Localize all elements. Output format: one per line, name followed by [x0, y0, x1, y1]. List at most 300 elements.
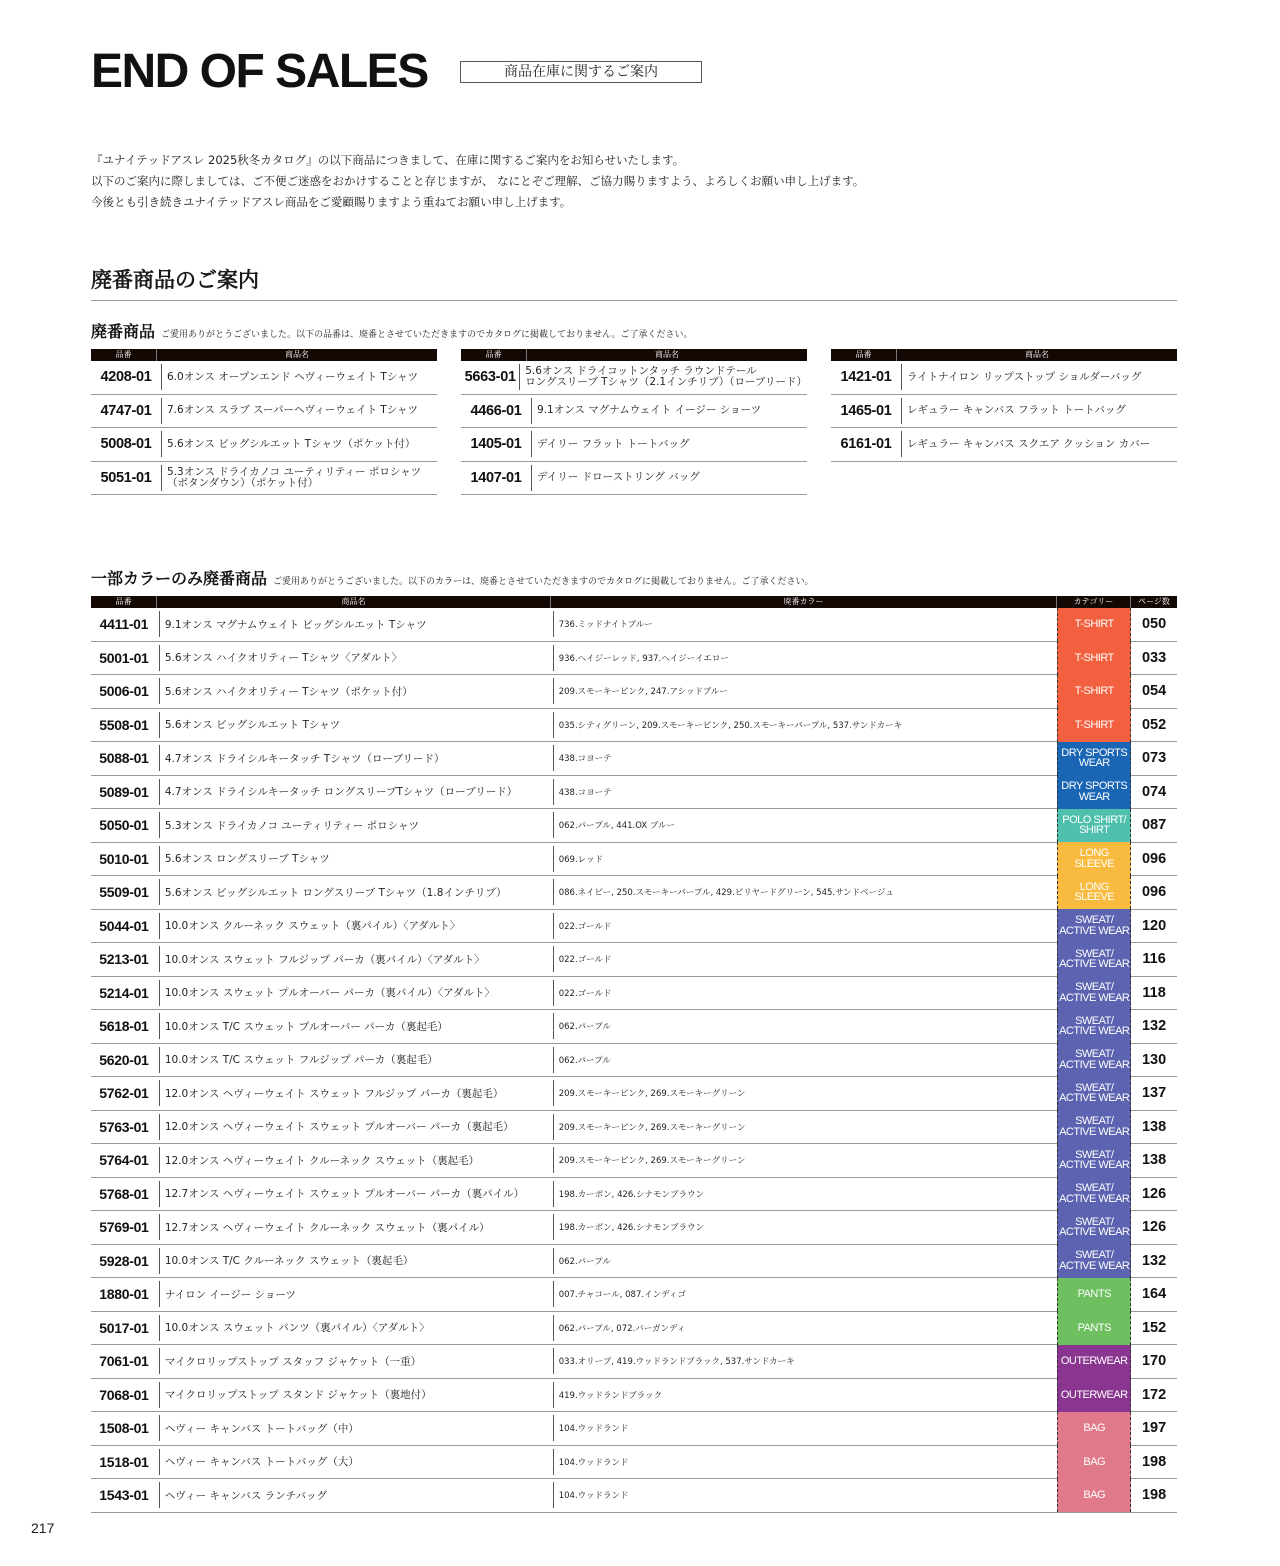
- table-row: [91, 1446, 1177, 1480]
- column-divider: [159, 846, 160, 872]
- product-name: [167, 467, 421, 489]
- product-name: 10.0オンス クルーネック スウェット（裏パイル）〈アダルト〉: [164, 920, 461, 933]
- table-row: [91, 709, 1177, 743]
- discontinued-colors: 209.スモーキーピンク, 269.スモーキーグリーン: [558, 1122, 746, 1133]
- column-divider: [553, 678, 554, 704]
- category-badge: [1057, 1043, 1131, 1077]
- product-name: 12.0オンス ヘヴィーウェイト スウェット フルジップ パーカ（裏起毛）: [164, 1087, 504, 1100]
- product-code: 5017-01: [99, 1319, 149, 1336]
- table-header: [91, 596, 1177, 608]
- category-badge: [1057, 809, 1131, 843]
- product-code: 1407-01: [470, 469, 522, 486]
- column-divider: [553, 645, 554, 671]
- category-badge: [1057, 742, 1131, 776]
- discontinued-colors: 736.ミッドナイトブルー: [558, 620, 653, 631]
- category-line: ACTIVE WEAR: [1059, 1159, 1130, 1172]
- category-badge: [1057, 1244, 1131, 1278]
- category-line: SWEAT/: [1075, 1148, 1114, 1161]
- category-badge: [1057, 1278, 1131, 1312]
- category-badge: [1057, 708, 1131, 742]
- table-row: [461, 462, 807, 496]
- discontinued-colors: 936.ヘイジーレッド, 937.ヘイジーイエロー: [558, 653, 729, 664]
- table-row: [91, 642, 1177, 676]
- product-name: 12.0オンス ヘヴィーウェイト スウェット プルオーバー パーカ（裏起毛）: [164, 1121, 514, 1134]
- page-ref: 033: [1141, 649, 1167, 666]
- page-title: END OF SALES: [91, 45, 428, 98]
- discontinued-colors: 198.カーボン, 426.シナモンブラウン: [558, 1223, 704, 1234]
- discontinued-colors: 035.シティグリーン, 209.スモーキーピンク, 250.スモーキーパープル, 537.サンドカーキ: [558, 720, 903, 731]
- discontinued-colors: 022.ゴールド: [558, 921, 612, 932]
- category-badge: [1057, 1077, 1131, 1111]
- table-row: [91, 1178, 1177, 1212]
- product-name: 9.1オンス マグナムウェイト ビッグシルエット Tシャツ: [164, 618, 427, 631]
- column-divider: [159, 1415, 160, 1441]
- product-code: 4747-01: [100, 402, 152, 419]
- table-row: [91, 1278, 1177, 1312]
- discontinued-colors: 022.ゴールド: [558, 955, 612, 966]
- product-name: [537, 405, 761, 416]
- product-code: 5001-01: [99, 649, 149, 666]
- product-code: 5006-01: [99, 683, 149, 700]
- category-line: ACTIVE WEAR: [1059, 1058, 1130, 1071]
- product-name: マイクロリップストップ スタンド ジャケット（裏地付）: [164, 1389, 432, 1402]
- product-name: 10.0オンス スウェット プルオーバー パーカ（裏パイル）〈アダルト〉: [164, 987, 495, 1000]
- partial-heading: [91, 566, 814, 589]
- page-number: 217: [31, 1520, 55, 1536]
- category-line: LONG: [1079, 847, 1109, 860]
- product-code: 5509-01: [99, 884, 149, 901]
- product-code: 5051-01: [100, 469, 152, 486]
- category-line: T-SHIRT: [1074, 718, 1114, 731]
- product-name: [537, 472, 700, 483]
- product-name: 5.3オンス ドライカノコ ユーティリティー ポロシャツ: [164, 819, 419, 832]
- product-name-line: 5.6オンス ドライコットンタッチ ラウンドテール: [525, 365, 757, 378]
- column-divider: [553, 1415, 554, 1441]
- product-code: 5050-01: [99, 817, 149, 834]
- category-line: ACTIVE WEAR: [1059, 958, 1130, 971]
- discontinued-colors: 069.レッド: [558, 854, 604, 865]
- category-line: SWEAT/: [1075, 914, 1114, 927]
- column-divider: [553, 1348, 554, 1374]
- column-divider: [159, 1181, 160, 1207]
- col-code-header: 品番: [91, 349, 157, 361]
- product-name: 12.0オンス ヘヴィーウェイト クルーネック スウェット（裏起毛）: [164, 1154, 480, 1167]
- column-divider: [553, 745, 554, 771]
- product-name-line: デイリー フラット トートバッグ: [537, 437, 690, 450]
- product-name-line: 5.3オンス ドライカノコ ユーティリティー ポロシャツ: [167, 465, 422, 478]
- category-line: SWEAT/: [1075, 1081, 1114, 1094]
- table-row: [91, 675, 1177, 709]
- product-name: ヘヴィー キャンバス トートバッグ（中）: [164, 1422, 359, 1435]
- column-divider: [553, 1114, 554, 1140]
- column-divider: [159, 1047, 160, 1073]
- category-line: DRY SPORTS: [1061, 780, 1128, 793]
- table-row: [91, 1412, 1177, 1446]
- page-ref: 198: [1141, 1453, 1167, 1470]
- column-divider: [519, 364, 520, 390]
- column-divider: [553, 980, 554, 1006]
- product-name: [537, 439, 690, 450]
- table-row: [91, 1245, 1177, 1279]
- product-name: マイクロリップストップ スタッフ ジャケット（一重）: [164, 1355, 422, 1368]
- category-line: ACTIVE WEAR: [1059, 1226, 1130, 1239]
- product-code: 4466-01: [470, 402, 522, 419]
- product-name: 12.7オンス ヘヴィーウェイト クルーネック スウェット（裏パイル）: [164, 1221, 490, 1234]
- col-name-header: 商品名: [1025, 350, 1049, 359]
- discontinued-table-2: [461, 349, 807, 495]
- partial-title: 一部カラーのみ廃番商品: [91, 569, 268, 588]
- category-line: OUTERWEAR: [1060, 1388, 1128, 1401]
- product-name: [167, 439, 415, 450]
- product-code: 5764-01: [99, 1152, 149, 1169]
- product-name: [525, 366, 807, 388]
- page-ref: 138: [1141, 1152, 1167, 1169]
- column-divider: [159, 980, 160, 1006]
- product-code: 5620-01: [99, 1051, 149, 1068]
- column-divider: [159, 1482, 160, 1508]
- page-ref: 138: [1141, 1118, 1167, 1135]
- column-divider: [159, 1281, 160, 1307]
- discontinued-colors: 062.パープル: [558, 1022, 611, 1033]
- page-ref: 137: [1141, 1085, 1167, 1102]
- product-name: [167, 405, 418, 416]
- table-row: [91, 428, 437, 462]
- column-divider: [553, 1315, 554, 1341]
- discontinued-colors: 007.チャコール, 087.インディゴ: [558, 1290, 686, 1301]
- table-row: [91, 876, 1177, 910]
- column-divider: [159, 1214, 160, 1240]
- product-name-line: デイリー ドローストリング バッグ: [537, 471, 700, 484]
- product-code: 5214-01: [99, 984, 149, 1001]
- column-divider: [553, 1214, 554, 1240]
- page-ref: 197: [1141, 1420, 1167, 1437]
- category-line: SWEAT/: [1075, 981, 1114, 994]
- category-badge: [1057, 1211, 1131, 1245]
- discontinued-colors: 438.コヨーテ: [558, 787, 612, 798]
- column-divider: [159, 1315, 160, 1341]
- table-body: [91, 608, 1177, 1513]
- column-divider: [901, 431, 902, 457]
- page-ref: 172: [1141, 1386, 1167, 1403]
- category-badge: [1057, 876, 1131, 910]
- product-code: 4411-01: [99, 616, 149, 633]
- category-line: ACTIVE WEAR: [1059, 991, 1130, 1004]
- table-row: [91, 1379, 1177, 1413]
- page-ref: 096: [1141, 850, 1167, 867]
- category-line: SWEAT/: [1075, 1048, 1114, 1061]
- product-code: 5928-01: [99, 1252, 149, 1269]
- page-ref: 130: [1141, 1051, 1167, 1068]
- column-divider: [553, 946, 554, 972]
- category-line: PANTS: [1077, 1288, 1111, 1300]
- category-badge: [1057, 775, 1131, 809]
- column-divider: [553, 1482, 554, 1508]
- column-divider: [159, 913, 160, 939]
- table-row: [91, 1010, 1177, 1044]
- product-code: 1421-01: [840, 369, 892, 386]
- category-badge: [1057, 909, 1131, 943]
- column-divider: [159, 1382, 160, 1408]
- product-code: 5663-01: [464, 369, 516, 386]
- col-name-header: 商品名: [157, 596, 551, 608]
- category-badge: [1057, 1445, 1131, 1479]
- product-name: 5.6オンス ビッグシルエット ロングスリーブ Tシャツ（1.8インチリブ）: [164, 886, 507, 899]
- column-divider: [553, 879, 554, 905]
- table-row: [91, 395, 437, 429]
- intro-text: [91, 150, 864, 213]
- column-divider: [159, 879, 160, 905]
- table-row: [91, 1345, 1177, 1379]
- table-row: [91, 910, 1177, 944]
- product-code: 5213-01: [99, 951, 149, 968]
- col-code-header: 品番: [91, 596, 157, 608]
- column-divider: [159, 1147, 160, 1173]
- category-line: POLO SHIRT/: [1062, 813, 1127, 826]
- column-divider: [159, 946, 160, 972]
- category-badge: [1057, 608, 1131, 642]
- table-header: [91, 349, 437, 361]
- page-ref: 050: [1141, 616, 1167, 633]
- discontinued-colors: 209.スモーキーピンク, 269.スモーキーグリーン: [558, 1089, 746, 1100]
- product-name: 5.6オンス ハイクオリティー Tシャツ〈アダルト〉: [164, 652, 403, 665]
- column-divider: [553, 1382, 554, 1408]
- category-line: ACTIVE WEAR: [1059, 1125, 1130, 1138]
- category-line: T-SHIRT: [1074, 651, 1114, 664]
- column-divider: [159, 712, 160, 738]
- col-category-header: カテゴリー: [1057, 596, 1131, 608]
- column-divider: [159, 678, 160, 704]
- page-ref: 074: [1141, 783, 1167, 800]
- col-code-header: 品番: [831, 349, 897, 361]
- product-name: 10.0オンス スウェット フルジップ パーカ（裏パイル）〈アダルト〉: [164, 953, 485, 966]
- partial-discontinued-table: [91, 596, 1177, 1513]
- page-ref: 054: [1141, 683, 1167, 700]
- product-name: ヘヴィー キャンバス ランチバッグ: [164, 1489, 327, 1502]
- discontinued-colors: 062.パープル: [558, 1256, 611, 1267]
- discontinued-heading: [91, 319, 693, 342]
- table-row: [91, 809, 1177, 843]
- column-divider: [553, 1248, 554, 1274]
- category-badge: [1057, 1311, 1131, 1345]
- table-row: [91, 776, 1177, 810]
- page-ref: 164: [1141, 1286, 1167, 1303]
- product-code: 4208-01: [100, 369, 152, 386]
- intro-line: 『ユナイテッドアスレ 2025秋冬カタログ』の以下商品につきまして、在庫に関するご案内をお知らせいたします。: [91, 153, 685, 167]
- discontinued-colors: 062.パープル, 441.OX ブルー: [558, 821, 676, 832]
- table-header: [831, 349, 1177, 361]
- table-row: [461, 395, 807, 429]
- table-row: [91, 608, 1177, 642]
- discontinued-colors: 022.ゴールド: [558, 988, 612, 999]
- product-name: 5.6オンス ロングスリーブ Tシャツ: [164, 853, 330, 866]
- column-divider: [531, 431, 532, 457]
- product-code: 5044-01: [99, 917, 149, 934]
- product-code: 7068-01: [99, 1386, 149, 1403]
- product-code: 7061-01: [99, 1353, 149, 1370]
- product-name: 10.0オンス T/C クルーネック スウェット（裏起毛）: [164, 1255, 414, 1268]
- category-line: BAG: [1083, 1455, 1106, 1468]
- table-row: [831, 395, 1177, 429]
- product-code: 6161-01: [840, 436, 892, 453]
- column-divider: [553, 611, 554, 637]
- product-name-line: ロングスリーブ Tシャツ（2.1インチリブ）（ローブリード）: [525, 376, 807, 389]
- product-code: 5010-01: [99, 850, 149, 867]
- page-ref: 132: [1141, 1018, 1167, 1035]
- product-name: 12.7オンス ヘヴィーウェイト スウェット プルオーバー パーカ（裏パイル）: [164, 1188, 525, 1201]
- category-badge: [1057, 1479, 1131, 1513]
- column-divider: [159, 1449, 160, 1475]
- discontinued-colors: 198.カーボン, 426.シナモンブラウン: [558, 1189, 704, 1200]
- product-code: 1508-01: [99, 1420, 149, 1437]
- column-divider: [901, 364, 902, 390]
- table-row: [91, 977, 1177, 1011]
- col-name-header: 商品名: [655, 350, 679, 359]
- category-badge: [1057, 1378, 1131, 1412]
- category-line: ACTIVE WEAR: [1059, 924, 1130, 937]
- table-row: [91, 742, 1177, 776]
- category-badge: [1057, 675, 1131, 709]
- column-divider: [159, 1114, 160, 1140]
- page-ref: 170: [1141, 1353, 1167, 1370]
- table-row: [91, 1111, 1177, 1145]
- table-row: [91, 1479, 1177, 1513]
- column-divider: [553, 1449, 554, 1475]
- product-code: 1405-01: [470, 436, 522, 453]
- column-divider: [159, 1080, 160, 1106]
- category-badge: [1057, 1110, 1131, 1144]
- category-line: SWEAT/: [1075, 1182, 1114, 1195]
- category-line: WEAR: [1078, 790, 1110, 803]
- page-ref: 126: [1141, 1219, 1167, 1236]
- category-line: T-SHIRT: [1074, 685, 1114, 697]
- product-name-line: 6.0オンス オープンエンド ヘヴィーウェイト Tシャツ: [167, 370, 419, 383]
- product-name-line: 9.1オンス マグナムウェイト イージー ショーツ: [537, 404, 762, 417]
- column-divider: [901, 398, 902, 424]
- category-line: SWEAT/: [1075, 1249, 1114, 1262]
- category-badge: [1057, 1412, 1131, 1446]
- product-code: 5088-01: [99, 750, 149, 767]
- product-code: 5618-01: [99, 1018, 149, 1035]
- category-line: ACTIVE WEAR: [1059, 1025, 1130, 1038]
- product-name-line: 7.6オンス スラブ スーパーヘヴィーウェイト Tシャツ: [167, 404, 418, 417]
- discontinued-title: 廃番商品: [91, 322, 156, 341]
- product-name: ヘヴィー キャンバス トートバッグ（大）: [164, 1456, 359, 1469]
- product-name: [167, 372, 418, 383]
- category-line: SWEAT/: [1075, 1215, 1114, 1228]
- category-badge: [1057, 943, 1131, 977]
- column-divider: [159, 779, 160, 805]
- column-divider: [553, 1147, 554, 1173]
- column-divider: [553, 1181, 554, 1207]
- column-divider: [553, 913, 554, 939]
- category-line: SWEAT/: [1075, 947, 1114, 960]
- category-badge: [1057, 1177, 1131, 1211]
- product-code: 5768-01: [99, 1185, 149, 1202]
- product-code: 5008-01: [100, 436, 152, 453]
- discontinued-table-3: [831, 349, 1177, 462]
- column-divider: [159, 1248, 160, 1274]
- discontinued-colors: 209.スモーキーピンク, 269.スモーキーグリーン: [558, 1156, 746, 1167]
- product-code: 1465-01: [840, 402, 892, 419]
- category-line: LONG: [1079, 880, 1109, 893]
- discontinued-colors: 419.ウッドランドブラック: [558, 1390, 663, 1401]
- product-name: 10.0オンス T/C スウェット フルジップ パーカ（裏起毛）: [164, 1054, 438, 1067]
- col-page-header: ページ数: [1138, 597, 1170, 606]
- page-ref: 116: [1142, 951, 1166, 968]
- column-divider: [531, 398, 532, 424]
- column-divider: [553, 712, 554, 738]
- category-line: ACTIVE WEAR: [1059, 1092, 1130, 1105]
- column-divider: [159, 645, 160, 671]
- discontinued-colors: 062.パープル: [558, 1055, 611, 1066]
- product-name: 10.0オンス スウェット パンツ（裏パイル）〈アダルト〉: [164, 1322, 430, 1335]
- product-name: [907, 372, 1141, 383]
- category-line: T-SHIRT: [1074, 618, 1114, 630]
- product-code: 5763-01: [99, 1118, 149, 1135]
- product-name-line: （ボタンダウン）（ポケット付）: [167, 476, 319, 489]
- discontinued-colors: 104.ウッドランド: [558, 1424, 629, 1435]
- page-ref: 096: [1141, 884, 1167, 901]
- column-divider: [553, 812, 554, 838]
- product-name: 10.0オンス T/C スウェット プルオーバー パーカ（裏起毛）: [164, 1020, 448, 1033]
- column-divider: [161, 364, 162, 390]
- page-ref: 152: [1141, 1319, 1167, 1336]
- intro-line: 以下のご案内に際しましては、ご不便ご迷惑をおかけすることと存じますが、 なにとぞご理解、ご協力賜りますよう、よろしくお願い申し上げます。: [91, 174, 865, 188]
- table-row: [91, 1044, 1177, 1078]
- table-row: [91, 1211, 1177, 1245]
- category-line: BAG: [1083, 1489, 1106, 1501]
- category-line: BAG: [1083, 1422, 1106, 1434]
- product-name: [907, 405, 1126, 416]
- column-divider: [159, 1348, 160, 1374]
- table-row: [91, 361, 437, 395]
- page-ref: 126: [1141, 1185, 1167, 1202]
- table-row: [461, 361, 807, 395]
- column-divider: [161, 431, 162, 457]
- table-row: [831, 428, 1177, 462]
- col-name-header: 商品名: [285, 350, 309, 359]
- page-ref: 120: [1141, 917, 1167, 934]
- column-divider: [531, 465, 532, 491]
- section-title: 廃番商品のご案内: [91, 268, 259, 292]
- discontinued-colors: 104.ウッドランド: [558, 1457, 629, 1468]
- table-row: [461, 428, 807, 462]
- category-badge: [1057, 1010, 1131, 1044]
- category-line: DRY SPORTS: [1061, 746, 1128, 759]
- category-badge: [1057, 1345, 1131, 1379]
- table-row: [91, 943, 1177, 977]
- table-row: [91, 1144, 1177, 1178]
- column-divider: [553, 1281, 554, 1307]
- discontinued-note: ご愛用ありがとうございました。以下の品番は、廃番とさせていただきますのでカタログに掲載しておりません。ご了承ください。: [161, 330, 693, 340]
- category-line: SWEAT/: [1075, 1115, 1114, 1128]
- table-row: [91, 462, 437, 496]
- discontinued-colors: 209.スモーキーピンク, 247.アシッドブルー: [558, 687, 728, 698]
- column-divider: [553, 846, 554, 872]
- product-name: 4.7オンス ドライシルキータッチ Tシャツ（ローブリード）: [164, 752, 445, 765]
- col-color-header: 廃番カラー: [551, 596, 1057, 608]
- column-divider: [553, 1013, 554, 1039]
- category-line: ACTIVE WEAR: [1059, 1192, 1130, 1205]
- page-ref: 087: [1141, 817, 1167, 834]
- discontinued-table-1: [91, 349, 437, 495]
- category-badge: [1057, 1144, 1131, 1178]
- product-code: 1543-01: [99, 1487, 149, 1504]
- table-header: [461, 349, 807, 361]
- product-code: 5508-01: [99, 716, 149, 733]
- product-name: ナイロン イージー ショーツ: [164, 1288, 296, 1301]
- category-line: WEAR: [1078, 757, 1110, 770]
